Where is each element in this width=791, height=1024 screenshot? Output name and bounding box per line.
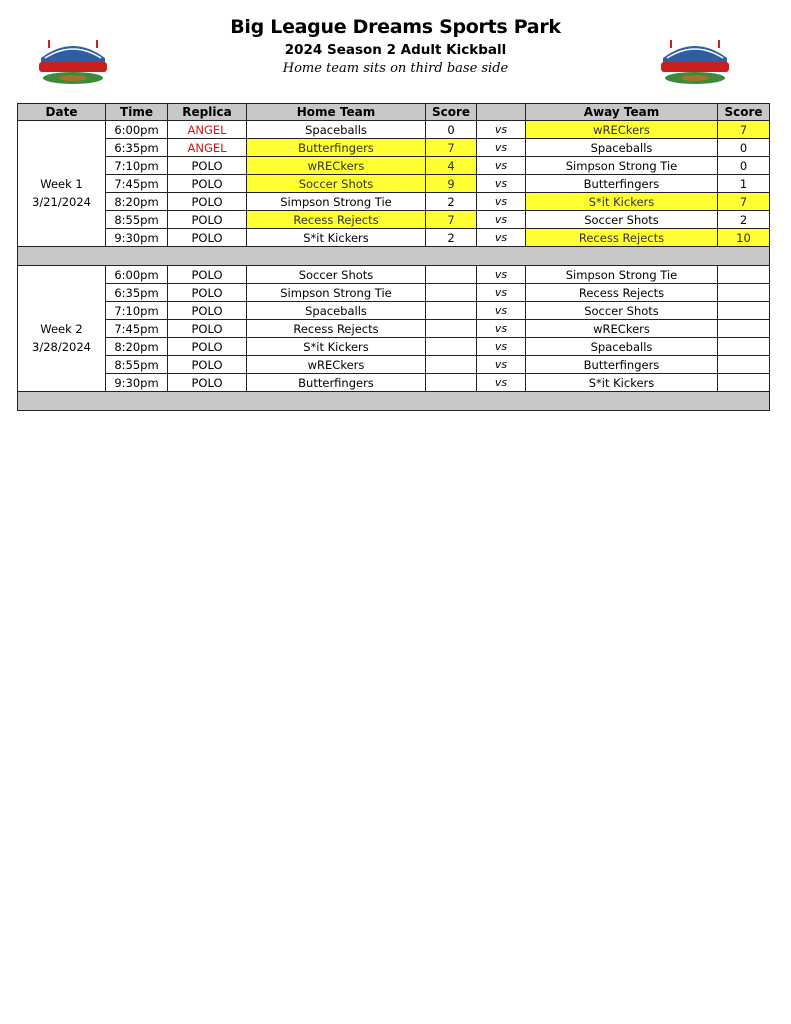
home-team: Soccer Shots xyxy=(247,175,426,193)
col-header-vs xyxy=(477,104,526,121)
away-score: 10 xyxy=(718,229,770,247)
replica-field: POLO xyxy=(168,302,247,320)
table-row xyxy=(18,211,770,229)
home-team: Butterfingers xyxy=(247,374,426,392)
vs-label: vs xyxy=(477,374,526,392)
table-row xyxy=(18,175,770,193)
week-separator-row xyxy=(18,247,770,266)
week-separator-row xyxy=(18,392,770,411)
away-score: 7 xyxy=(718,193,770,211)
table-row xyxy=(18,229,770,247)
away-score xyxy=(718,320,770,338)
col-header-home-score: Score xyxy=(426,104,477,121)
table-row xyxy=(18,302,770,320)
away-score xyxy=(718,266,770,284)
game-time: 7:45pm xyxy=(106,320,168,338)
col-header-replica: Replica xyxy=(168,104,247,121)
table-row xyxy=(18,121,770,139)
col-header-home-team: Home Team xyxy=(247,104,426,121)
vs-label: vs xyxy=(477,193,526,211)
away-team: Recess Rejects xyxy=(526,284,718,302)
page-subtitle: 2024 Season 2 Adult Kickball xyxy=(284,42,507,58)
away-team: Simpson Strong Tie xyxy=(526,157,718,175)
home-team: S*it Kickers xyxy=(247,338,426,356)
away-team: Spaceballs xyxy=(526,139,718,157)
vs-label: vs xyxy=(477,338,526,356)
big-league-dreams-logo-right xyxy=(655,36,735,86)
away-score xyxy=(718,302,770,320)
game-time: 8:55pm xyxy=(106,356,168,374)
away-score xyxy=(718,338,770,356)
vs-label: vs xyxy=(477,139,526,157)
away-team: S*it Kickers xyxy=(526,193,718,211)
replica-field: POLO xyxy=(168,175,247,193)
away-team: Recess Rejects xyxy=(526,229,718,247)
date-cell xyxy=(18,374,106,392)
week-separator xyxy=(18,247,770,266)
replica-field: POLO xyxy=(168,338,247,356)
away-score: 1 xyxy=(718,175,770,193)
game-time: 8:55pm xyxy=(106,211,168,229)
replica-field: POLO xyxy=(168,229,247,247)
table-row xyxy=(18,157,770,175)
home-team: Recess Rejects xyxy=(247,211,426,229)
away-score xyxy=(718,374,770,392)
away-score: 7 xyxy=(718,121,770,139)
home-score: 9 xyxy=(426,175,477,193)
home-score: 0 xyxy=(426,121,477,139)
replica-field: POLO xyxy=(168,356,247,374)
vs-label: vs xyxy=(477,320,526,338)
big-league-dreams-logo-left xyxy=(33,36,113,86)
date-cell xyxy=(18,211,106,229)
table-row xyxy=(18,284,770,302)
date-cell xyxy=(18,121,106,139)
game-time: 6:00pm xyxy=(106,266,168,284)
away-score: 2 xyxy=(718,211,770,229)
game-time: 9:30pm xyxy=(106,229,168,247)
page-tagline: Home team sits on third base side xyxy=(282,61,509,76)
away-team: Butterfingers xyxy=(526,175,718,193)
vs-label: vs xyxy=(477,211,526,229)
home-team: Spaceballs xyxy=(247,302,426,320)
home-team: Soccer Shots xyxy=(247,266,426,284)
replica-field: POLO xyxy=(168,193,247,211)
replica-field: ANGEL xyxy=(168,121,247,139)
home-score xyxy=(426,284,477,302)
vs-label: vs xyxy=(477,157,526,175)
away-team: Butterfingers xyxy=(526,356,718,374)
week-label: Week 2 xyxy=(18,320,106,338)
home-team: wRECkers xyxy=(247,356,426,374)
away-team: Soccer Shots xyxy=(526,211,718,229)
away-team: wRECkers xyxy=(526,121,718,139)
home-team: Simpson Strong Tie xyxy=(247,193,426,211)
vs-label: vs xyxy=(477,302,526,320)
vs-label: vs xyxy=(477,175,526,193)
home-team: Simpson Strong Tie xyxy=(247,284,426,302)
game-time: 8:20pm xyxy=(106,193,168,211)
date-cell xyxy=(18,356,106,374)
home-team: wRECkers xyxy=(247,157,426,175)
vs-label: vs xyxy=(477,121,526,139)
away-score: 0 xyxy=(718,139,770,157)
table-row xyxy=(18,374,770,392)
vs-label: vs xyxy=(477,356,526,374)
col-header-date: Date xyxy=(18,104,106,121)
week-separator xyxy=(18,392,770,411)
schedule-table xyxy=(17,103,770,411)
page-title: Big League Dreams Sports Park xyxy=(230,16,561,38)
home-score: 7 xyxy=(426,139,477,157)
week-date: 3/28/2024 xyxy=(18,338,106,356)
game-time: 7:45pm xyxy=(106,175,168,193)
week-date: 3/21/2024 xyxy=(18,193,106,211)
away-score: 0 xyxy=(718,157,770,175)
home-score: 7 xyxy=(426,211,477,229)
home-score xyxy=(426,356,477,374)
away-team: S*it Kickers xyxy=(526,374,718,392)
home-score: 2 xyxy=(426,193,477,211)
date-cell xyxy=(18,139,106,157)
table-row xyxy=(18,193,770,211)
replica-field: POLO xyxy=(168,266,247,284)
table-row xyxy=(18,356,770,374)
home-score: 2 xyxy=(426,229,477,247)
col-header-away-score: Score xyxy=(718,104,770,121)
home-team: Recess Rejects xyxy=(247,320,426,338)
away-team: Simpson Strong Tie xyxy=(526,266,718,284)
table-header-row xyxy=(18,104,770,121)
game-time: 9:30pm xyxy=(106,374,168,392)
home-score xyxy=(426,338,477,356)
table-row xyxy=(18,266,770,284)
week-label: Week 1 xyxy=(18,175,106,193)
col-header-time: Time xyxy=(106,104,168,121)
game-time: 8:20pm xyxy=(106,338,168,356)
home-score: 4 xyxy=(426,157,477,175)
replica-field: POLO xyxy=(168,211,247,229)
table-row xyxy=(18,338,770,356)
date-cell xyxy=(18,229,106,247)
game-time: 6:35pm xyxy=(106,284,168,302)
game-time: 7:10pm xyxy=(106,302,168,320)
away-team: Spaceballs xyxy=(526,338,718,356)
game-time: 7:10pm xyxy=(106,157,168,175)
vs-label: vs xyxy=(477,284,526,302)
date-cell xyxy=(18,302,106,320)
away-team: Soccer Shots xyxy=(526,302,718,320)
vs-label: vs xyxy=(477,266,526,284)
date-cell xyxy=(18,284,106,302)
game-time: 6:00pm xyxy=(106,121,168,139)
replica-field: POLO xyxy=(168,157,247,175)
schedule-body xyxy=(18,121,770,411)
replica-field: POLO xyxy=(168,374,247,392)
home-team: Butterfingers xyxy=(247,139,426,157)
table-row xyxy=(18,139,770,157)
replica-field: POLO xyxy=(168,320,247,338)
away-team: wRECkers xyxy=(526,320,718,338)
game-time: 6:35pm xyxy=(106,139,168,157)
home-score xyxy=(426,266,477,284)
vs-label: vs xyxy=(477,229,526,247)
col-header-away-team: Away Team xyxy=(526,104,718,121)
date-cell xyxy=(18,157,106,175)
home-score xyxy=(426,302,477,320)
home-team: S*it Kickers xyxy=(247,229,426,247)
table-row xyxy=(18,320,770,338)
replica-field: POLO xyxy=(168,284,247,302)
home-score xyxy=(426,374,477,392)
date-cell xyxy=(18,266,106,284)
home-team: Spaceballs xyxy=(247,121,426,139)
home-score xyxy=(426,320,477,338)
away-score xyxy=(718,284,770,302)
away-score xyxy=(718,356,770,374)
replica-field: ANGEL xyxy=(168,139,247,157)
